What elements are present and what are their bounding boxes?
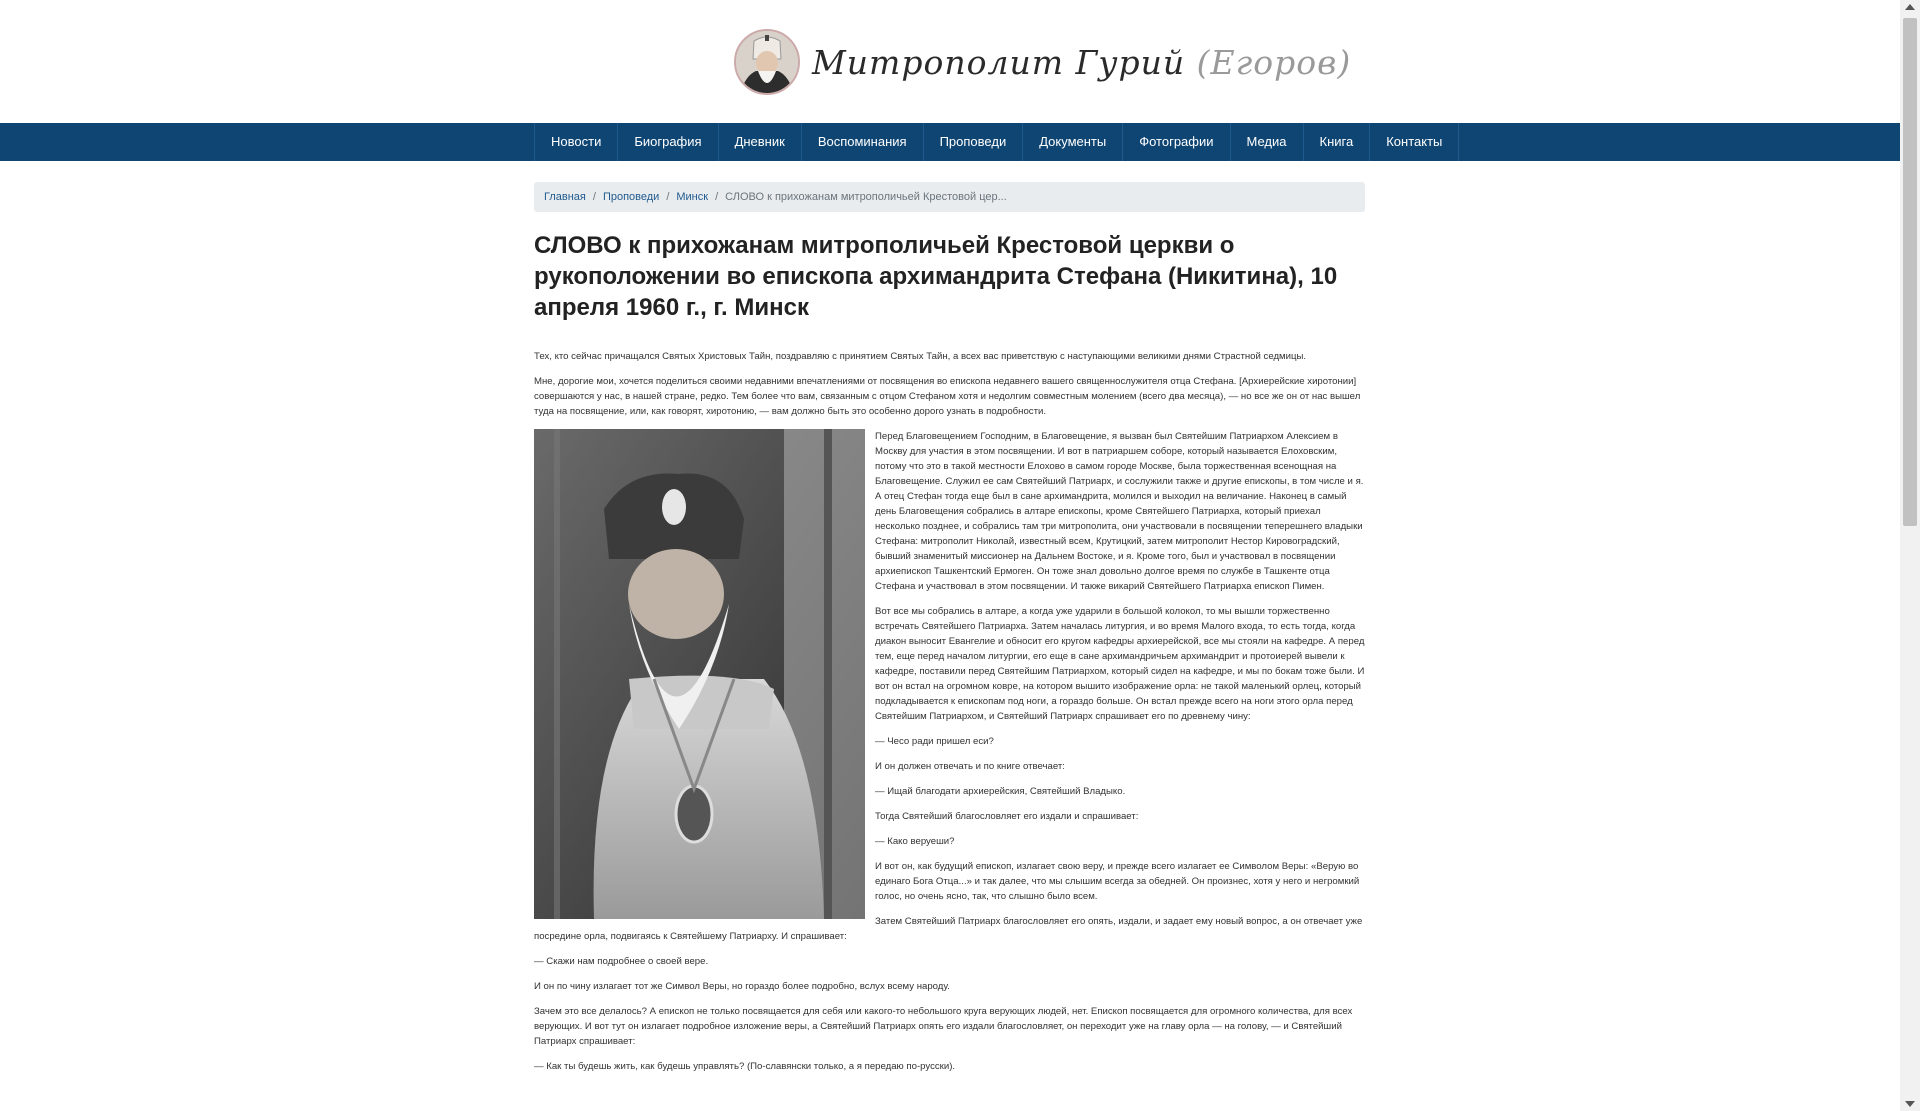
logo-portrait (734, 29, 800, 95)
scroll-down-arrow-icon[interactable] (1905, 1101, 1915, 1107)
article-paragraph: Зачем это все делалось? А епископ не только посвящается для себя или какого-то небольшого круга верующих людей, нет. Епископ посвящается для огромного количества, для всех верующих. И вот тут он излагает подробное изложение веры, а Святейший Патриарх опять его издали благословляет, он переходит уже на главу орла — на голову, — и Святейший Патриарх спрашивает: (534, 1006, 1353, 1047)
page-scrollbar[interactable] (1900, 0, 1920, 1111)
metropolitan-photo (534, 429, 865, 919)
logo-subtitle: (Егоров) (1196, 42, 1352, 82)
breadcrumb-separator: / (666, 191, 670, 203)
main-navbar (0, 123, 1900, 161)
article-paragraph: — Как ты будешь жить, как будешь управлять? (По-славянски только, а я передаю по-русски). (534, 1061, 956, 1072)
site-logo[interactable] (734, 29, 1351, 95)
article-paragraph: — Скажи нам подробнее о своей вере. (534, 956, 709, 967)
logo-title: Митрополит Гурий (812, 42, 1186, 82)
nav-item-contacts[interactable]: Контакты (1369, 123, 1459, 161)
nav-item-diary[interactable]: Дневник (718, 123, 801, 161)
main-nav (534, 123, 1459, 161)
breadcrumb-sermons-link[interactable]: Проповеди (602, 191, 660, 203)
article-paragraph: Тех, кто сейчас причащался Святых Христовых Тайн, поздравляю с принятием Святых Тайн, а всех вас приветствую с наступающими великими днями Страстной седмицы. (534, 351, 1307, 362)
article-paragraph: Мне, дорогие мои, хочется поделиться своими недавними впечатлениями от посвящения во епископа недавнего вашего священнослужителя отца Стефана. [Архиерейские хиротонии] совершаются у нас, в нашей стране, редко. Тем более что вам, связанным с отцом Стефаном хотя и недолгим совместным молением (всего два месяца), — но все же он от нас вышел туда на посвящение, или, как говорят, хиротонию, — вам должно быть это особенно дорого узнать в подробности. (534, 376, 1361, 417)
site-header (0, 0, 1900, 123)
article-paragraph: Перед Благовещением Господним, в Благовещение, я вызван был Святейшим Патриархом Алексием в Москву для участия в этом посвящении. И вот в патриаршем соборе, который называется Елоховским, потому что это в такой местности Елохово в самом городе Москве, была торжественная всенощная на Благовещение. Служил ее сам Святейший Патриарх, и сослужили также и другие епископы, в том числе и я. А отец Стефан тогда еще был в сане архимандрита, молился и выходил на величание. Наконец в самый день Благовещения собрались в алтаре епископы, кроме Святейшего Патриарха, который приехал несколько позднее, и собрались там три митрополита, они участвовали в посвящении теперешнего владыки Стефана: митрополит Николай, известный всем, Крутицкий, затем митрополит Нестор Кировоградский, бывший знаменитый миссионер на Дальнем Востоке, и я. Кроме того, был и участвовал в посвящении архиепископ Ташкентский Ермоген. Он тоже знал довольно долгое время по службе в Ташкенте отца Стефана и участвовал в этом посвящении. И также викарий Святейшего Патриарха епископ Пимен. (875, 431, 1364, 592)
article-paragraph: И он должен отвечать и по книге отвечает: (875, 761, 1065, 772)
nav-item-documents[interactable]: Документы (1022, 123, 1122, 161)
article-paragraph: Вот все мы собрались в алтаре, а когда уже ударили в большой колокол, то мы вышли торжественно встречать Святейшего Патриарха. Затем началась литургия, и во время Малого входа, то есть тогда, когда диакон выносит Евангелие и обносит его кругом кафедры архиерейской, все мы стояли на кафедре. А перед тем, еще перед началом литургии, его еще в сане архимандричьем архимандрит и протоиерей вывели к кафедре, поставили перед Святейшим Патриархом, который сидел на кафедре, и мы по бокам тоже были. И вот он встал на огромном ковре, на котором вышито изображение орла: не такой маленький орлец, который подкладывается к епископам под ноги, а гораздо больше. Он встал прежде всего на ноги этого орла перед Святейшим Патриархом, и Святейший Патриарх спрашивает его по древнему чину: (875, 606, 1365, 722)
breadcrumb-minsk-link[interactable]: Минск (676, 191, 709, 203)
nav-item-media[interactable]: Медиа (1230, 123, 1303, 161)
breadcrumb-separator: / (592, 191, 596, 203)
nav-item-book[interactable]: Книга (1303, 123, 1370, 161)
article-paragraph: Тогда Святейший благословляет его издали и спрашивает: (875, 811, 1139, 822)
breadcrumb (534, 182, 1365, 212)
article-paragraph: — Ищай благодати архиерейския, Святейший Владыко. (875, 786, 1126, 797)
breadcrumb-home-link[interactable]: Главная (544, 191, 586, 203)
nav-item-photos[interactable]: Фотографии (1122, 123, 1229, 161)
breadcrumb-separator: / (715, 191, 719, 203)
article-paragraph: Затем Святейший Патриарх благословляет его опять, издали, и задает ему новый вопрос, а он отвечает уже посредине орла, подвигаясь к Святейшему Патриарху. И спрашивает: (534, 916, 1363, 942)
article-title: СЛОВО к прихожанам митрополичьей Крестовой церкви о рукоположении во епископа архимандрита Стефана (Никитина), 10 апреля 1960 г., г. Минск (534, 232, 1338, 321)
breadcrumb-current: СЛОВО к прихожанам митрополичьей Крестовой цер... (725, 191, 1007, 203)
nav-item-biography[interactable]: Биография (617, 123, 717, 161)
article-paragraph: — Чесо ради пришел еси? (875, 736, 994, 747)
scroll-thumb[interactable] (1903, 18, 1917, 526)
nav-item-news[interactable]: Новости (534, 123, 617, 161)
nav-item-memoirs[interactable]: Воспоминания (801, 123, 923, 161)
nav-item-sermons[interactable]: Проповеди (923, 123, 1023, 161)
article-paragraph: — Како веруеши? (875, 836, 955, 847)
article-paragraph: И он по чину излагает тот же Символ Веры, но гораздо более подробно, вслух всему народу. (534, 981, 950, 992)
article-paragraph: И вот он, как будущий епископ, излагает свою веру, и прежде всего излагает ее Символом Веры: «Верую во единаго Бога Отца...» и так далее, что мы слышим всегда за обедней. Он произнес, хотя у него и негромкий голос, но очень ясно, так, что слышно было всем. (875, 861, 1360, 902)
scroll-up-arrow-icon[interactable] (1905, 4, 1915, 10)
article (534, 230, 1365, 1084)
